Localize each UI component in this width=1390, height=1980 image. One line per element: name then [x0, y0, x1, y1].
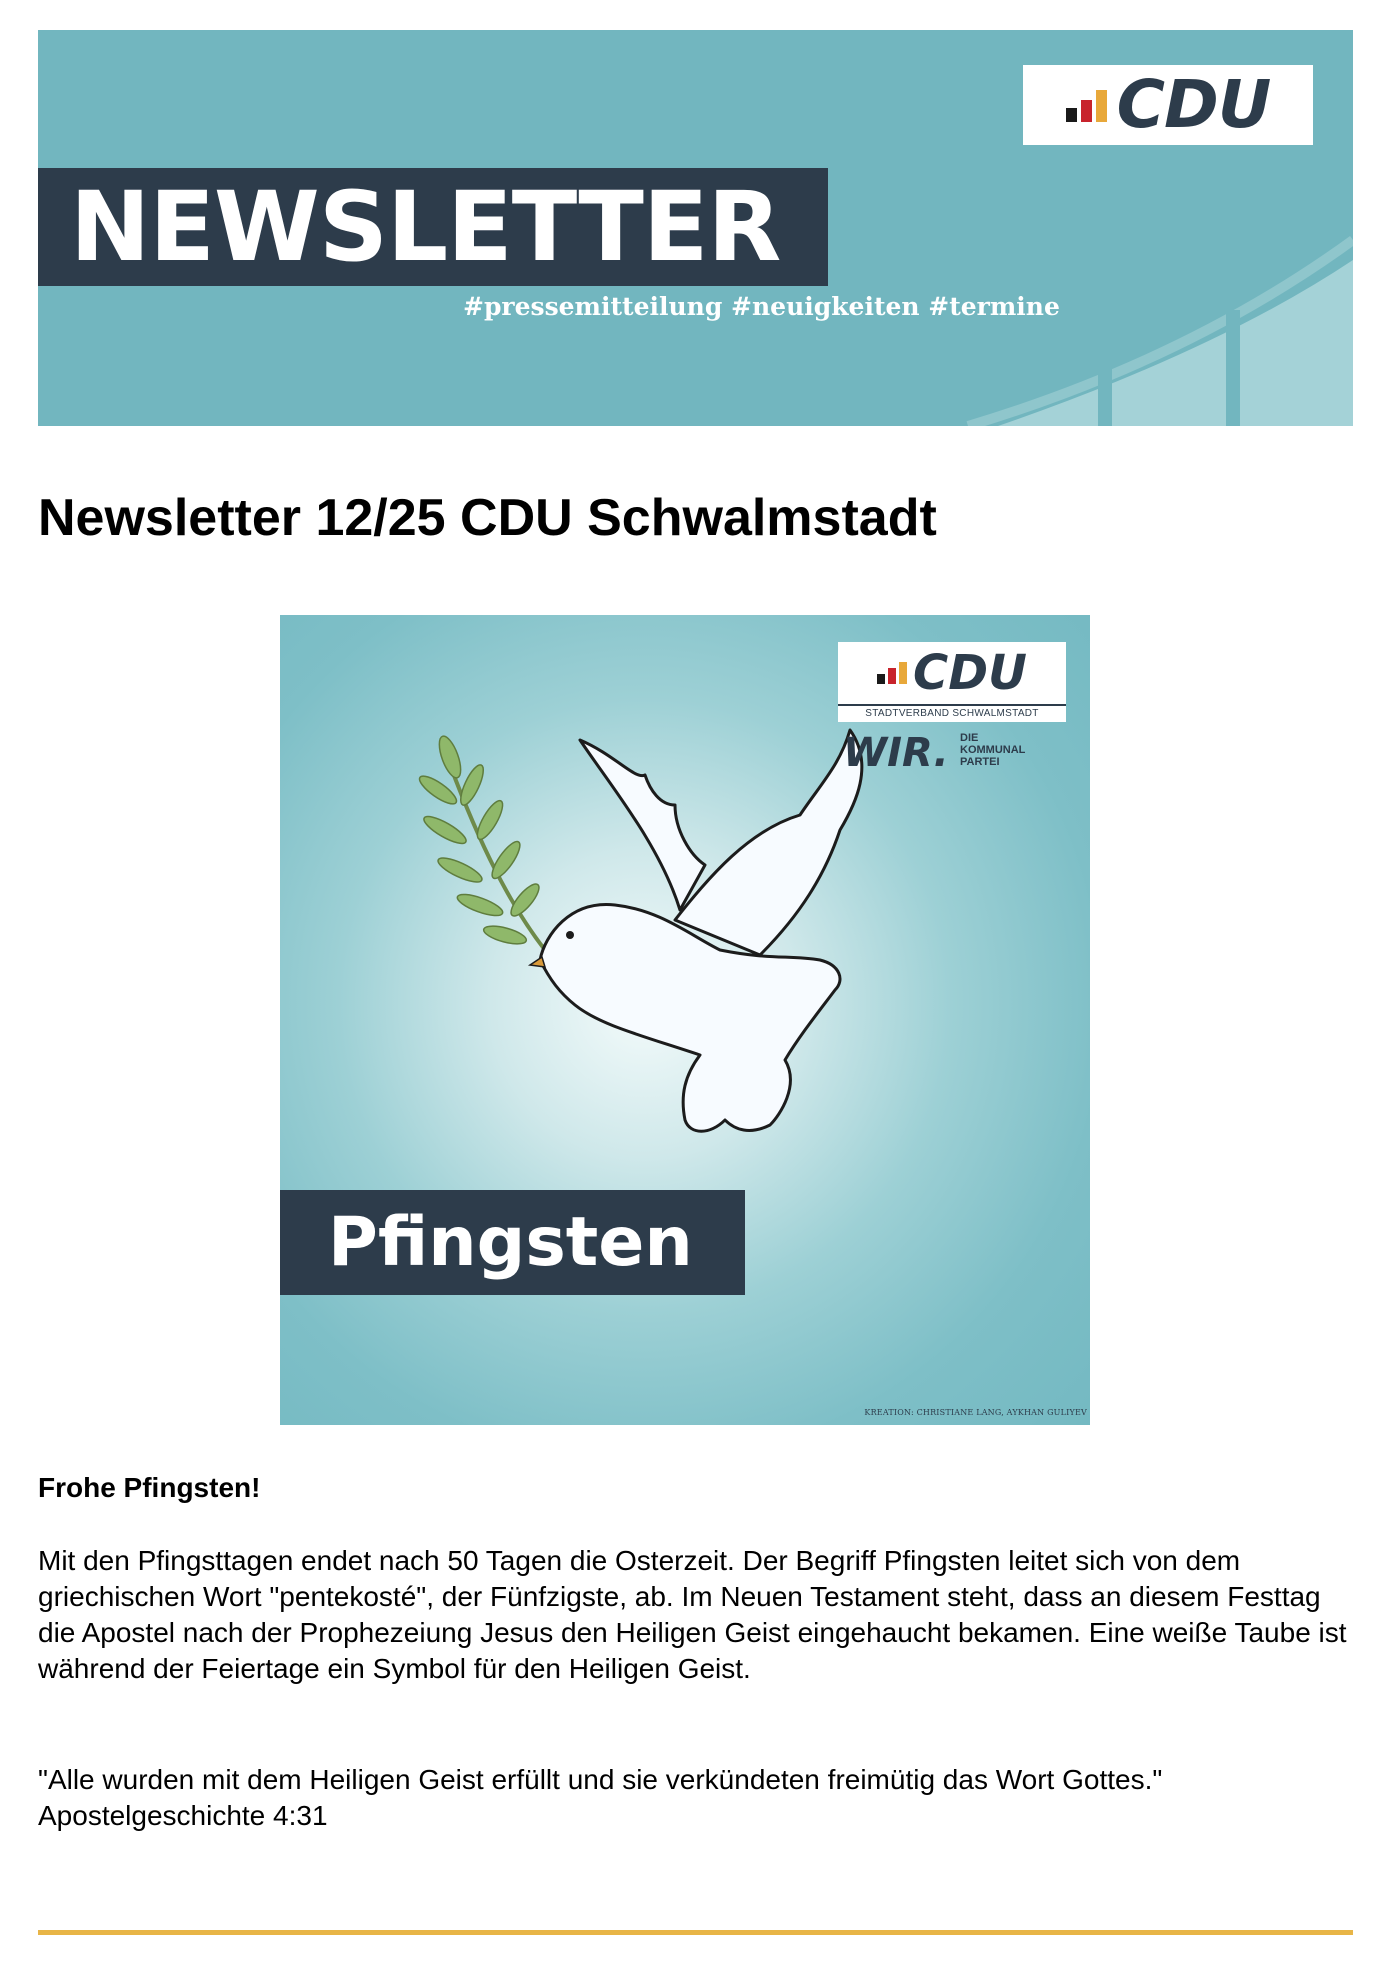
newsletter-title: NEWSLETTER	[70, 171, 781, 283]
cdu-bars-icon	[1066, 88, 1107, 122]
footer-divider	[38, 1930, 1353, 1935]
banner-hashtags: #pressemitteilung #neuigkeiten #termine	[463, 292, 1060, 321]
section-heading: Frohe Pfingsten!	[38, 1472, 261, 1503]
wir-slogan-sub: DIE KOMMUNAL PARTEI	[960, 732, 1026, 768]
image-cdu-logo-text: CDU	[912, 645, 1028, 701]
cdu-logo-text: CDU	[1116, 66, 1271, 143]
body-paragraph: Mit den Pfingsttagen endet nach 50 Tagen die Osterzeit. Der Begriff Pfingsten leitet sich von dem griechischen Wort "pentekosté", der Fünfzigste, ab. Im Neuen Testament steht, dass an diesem Festtag die Apostel nach der Prophezeiung Jesus den Heiligen Geist eingehaucht bekamen. Eine weiße Taube ist während der Feiertage ein Symbol für den Heiligen Geist.	[38, 1545, 1347, 1684]
quote-text: "Alle wurden mit dem Heiligen Geist erfüllt und sie verkündeten freimütig das Wort Gottes."	[38, 1764, 1163, 1795]
page-title: Newsletter 12/25 CDU Schwalmstadt	[38, 489, 937, 547]
quote-source: Apostelgeschichte 4:31	[38, 1800, 328, 1831]
image-credit: KREATION: CHRISTIANE LANG, AYKHAN GULIYEV	[864, 1408, 1087, 1417]
bible-quote	[38, 1762, 1358, 1834]
stadtverband-label: STADTVERBAND SCHWALMSTADT	[838, 704, 1066, 722]
pfingsten-caption: Pfingsten	[328, 1203, 693, 1282]
newsletter-title-box	[38, 168, 828, 286]
image-cdu-logo	[838, 642, 1066, 726]
image-cdu-bars-icon	[877, 662, 907, 684]
pfingsten-caption-box	[280, 1190, 745, 1295]
cdu-logo	[1023, 65, 1313, 145]
wir-slogan: WIR.	[843, 730, 949, 776]
newsletter-banner	[38, 30, 1353, 426]
pfingsten-image	[280, 615, 1090, 1425]
